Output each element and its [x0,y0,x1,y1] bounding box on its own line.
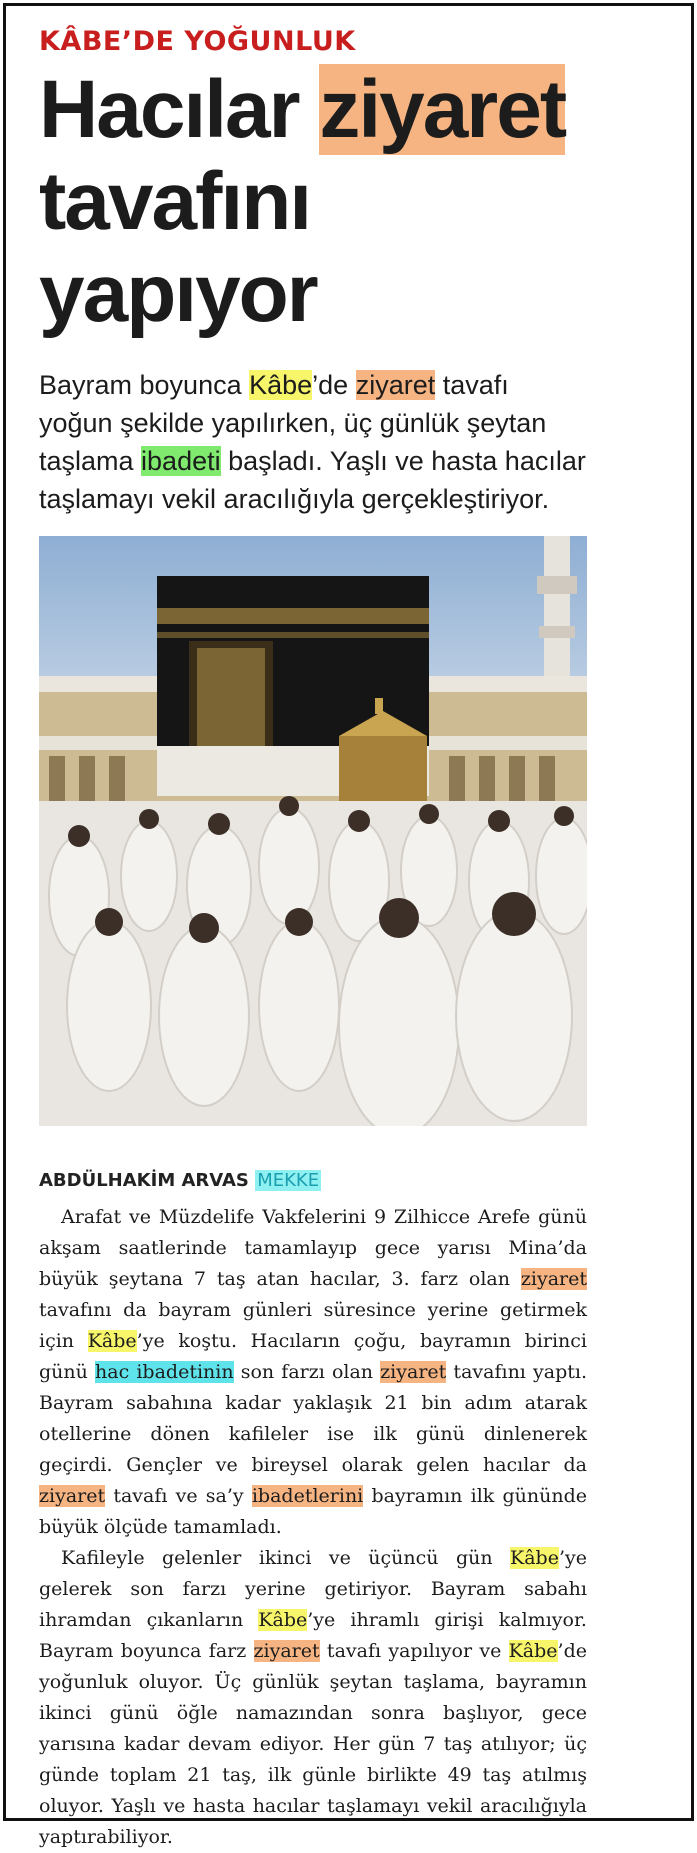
author-name: ABDÜLHAKİM ARVAS [39,1170,249,1191]
body-text: ’de yoğunluk oluyor. Üç günlük şeytan taşlama, bayramın ikinci günü öğle namazından sonra başlıyor, gece yarısına kadar devam ediyor. Her gün 7 taş atılıyor; üç günde toplam 21 taş, ilk günle birlikte 49 taş atılmış oluyor. Yaşlı ve hasta hacılar taşlamayı vekil aracılığıyla yaptırabiliyor. [39,1640,587,1848]
body-text: tavafını yaptı. Bayram sabahına kadar yaklaşık 21 bin adım atarak otellerine dönen kafileler ise ilk günü dinlenerek geçirdi. Gençler ve bireysel olarak gelen hacılar da [39,1361,587,1476]
body-text: Kafileyle gelenler ikinci ve üçüncü gün [61,1547,511,1569]
paragraph-2 [39,1543,587,1853]
body-highlight: Kâbe [258,1609,308,1631]
photo-illustration [39,536,587,1126]
body-highlight: hac ibadetinin [95,1361,234,1383]
deck-text: ’de [312,370,356,400]
kicker [39,26,587,58]
body-highlight: Kâbe [87,1330,137,1352]
body-text: Arafat ve Müzdelife Vakfelerini 9 Zilhicce Arefe günü akşam saatlerinde tamamlayıp gece yarısı Mina’da büyük şeytana 7 taş atan hacılar, 3. farz olan [39,1206,587,1290]
deck-text: Bayram boyunca [39,370,250,400]
kicker-kabe: KÂBE [39,26,122,57]
deck-text: başladı. Yaşlı ve hasta hacılar taşlamayı vekil aracılığıyla gerçekleştiriyor. [39,446,586,514]
body-text: tavafını da bayram günleri süresince yerine getirmek için [39,1299,587,1352]
headline-word: Hacılar [39,64,299,155]
body-text: son farzı olan [233,1361,381,1383]
kicker-rest: ’DE YOĞUNLUK [121,26,356,57]
deck-highlight: ziyaret [355,370,436,400]
body-highlight: ziyaret [520,1268,587,1290]
body-text: ’ye ihramlı girişi kalmıyor. Bayram boyunca farz [39,1609,587,1662]
deck [39,366,587,518]
body-highlight: ibadetlerini [251,1485,364,1507]
body-highlight: Kâbe [508,1640,558,1662]
article-column [39,26,587,1853]
body-highlight: Kâbe [510,1547,559,1569]
body-text: bayramın ilk gününde büyük ölçüde tamamladı. [39,1485,587,1538]
dateline-place: MEKKE [257,1170,320,1191]
body-highlight: ziyaret [380,1361,447,1383]
body-highlight: ziyaret [253,1640,320,1662]
headline-line2: tavafını yapıyor [39,156,317,339]
body-text: tavafı ve sa’y [105,1485,252,1507]
article-body [39,1202,587,1853]
deck-text: tavafı yoğun şekilde yapılırken, üç günlük şeytan taşlama [39,370,547,476]
body-highlight: ziyaret [39,1485,106,1507]
body-text: ’ye koştu. Hacıların çoğu, bayramın birinci günü [39,1330,587,1383]
paragraph-1 [39,1202,587,1543]
headline [39,64,587,340]
byline [39,1168,587,1194]
body-text: tavafı yapılıyor ve [319,1640,509,1662]
deck-highlight: ibadeti [141,446,221,476]
headline-highlight: ziyaret [319,64,566,155]
deck-highlight: Kâbe [249,370,313,400]
article-frame [3,3,694,1848]
body-text: ’ye gelerek son farzı yerine getiriyor. Bayram sabahı ihramdan çıkanların [39,1547,587,1631]
kaaba-photo [39,536,587,1126]
